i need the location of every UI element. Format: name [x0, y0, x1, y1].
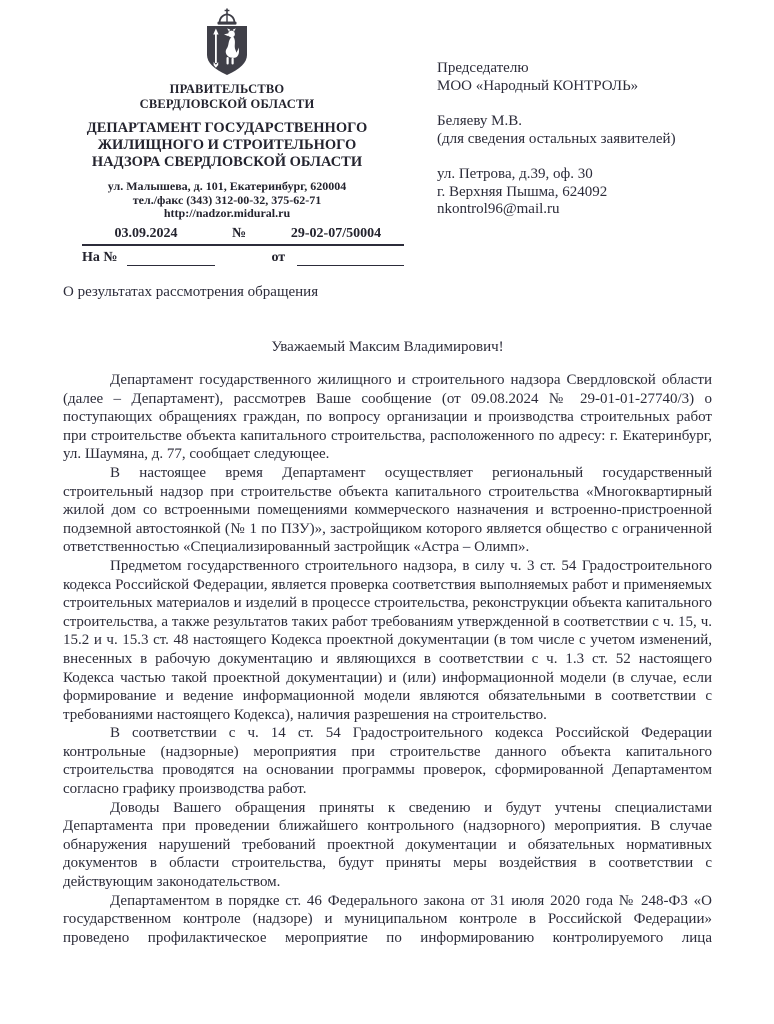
body-paragraph: Предметом государственного строительного надзора, в силу ч. 3 ст. 54 Градостроительного кодекса Российской Федерации, является проверка соответствия выполняемых работ и применяемых строительных материалов и изделий в процессе строительства, реконструкции объекта капитального строительства, а также результатов таких работ требованиям утвержденной в соответствии с ч. 15, ч. 15.2 и ч. 15.3 ст. 48 настоящего Кодекса проектной документации (в том числе с учетом изменений, внесенных в рабочую документацию и являющихся в соответствии с ч. 1.3 ст. 52 настоящего Кодекса частью такой проектной документации) и (или) информационной модели (в случае, если формирование и ведение информационной модели являются обязательными в соответствии с требованиями настоящего Кодекса), наличия разрешения на строительство. [63, 557, 712, 723]
department-line-3: НАДЗОРА СВЕРДЛОВСКОЙ ОБЛАСТИ [91, 154, 363, 170]
recipient-organization-group [437, 60, 737, 95]
recipient-position: Председателю [437, 60, 529, 76]
org-phone-fax: тел./факс (343) 312-00-32, 375-62-71 [132, 192, 322, 207]
recipient-note: (для сведения остальных заявителей) [437, 130, 676, 147]
recipient-block [437, 60, 737, 219]
reference-block [82, 226, 404, 266]
outgoing-number: 29-02-07/50004 [290, 226, 382, 241]
government-title [62, 82, 392, 112]
body-paragraph: Доводы Вашего обращения приняты к сведению и будут учтены специалистами Департамента при проведении ближайшего контрольного (надзорного) мероприятия. В случае обнаружения нарушений требований проектной документации и обязательных нормативных документов в области строительства, будут приняты меры воздействия в соответствии с действующим законодательством. [63, 799, 712, 891]
coat-of-arms-icon [200, 8, 254, 78]
recipient-organization: МОО «Народный КОНТРОЛЬ» [437, 77, 639, 94]
outgoing-reference-row [82, 226, 404, 246]
recipient-person-group [437, 113, 737, 148]
incoming-reference-row [82, 248, 404, 266]
government-line-1: ПРАВИТЕЛЬСТВО [169, 82, 285, 96]
number-sign: № [231, 226, 247, 241]
incoming-number-blank [127, 250, 215, 266]
department-line-2: ЖИЛИЩНОГО И СТРОИТЕЛЬНОГО [97, 137, 357, 153]
recipient-address-city: г. Верхняя Пышма, 624092 [437, 183, 608, 200]
outgoing-date: 03.09.2024 [114, 226, 178, 241]
contact-info [62, 180, 392, 221]
letter-body [63, 371, 712, 947]
body-paragraph: В настоящее время Департамент осуществляет региональный государственный строительный надзор при строительстве объекта капитального строительства «Многоквартирный жилой дом со встроенными помещениями коммерческого назначения и встроенно-пристроенной подземной автостоянкой (№ 1 по ПЗУ)», застройщиком которого является общество с ограниченной ответственностью «Специализированный застройщик «Астра – Олимп». [63, 464, 712, 556]
government-line-2: СВЕРДЛОВСКОЙ ОБЛАСТИ [139, 97, 315, 111]
recipient-address-group [437, 166, 737, 219]
letterhead [62, 8, 392, 221]
incoming-number-label: На № [82, 250, 118, 265]
incoming-date-label: от [271, 250, 286, 265]
department-line-1: ДЕПАРТАМЕНТ ГОСУДАРСТВЕННОГО [86, 120, 368, 136]
subject-line: О результатах рассмотрения обращения [63, 284, 319, 300]
body-paragraph: Департаментом в порядке ст. 46 Федерального закона от 31 июля 2020 года № 248-ФЗ «О государственном контроле (надзоре) и муниципальном контроле в Российской Федерации» проведено профилактическое мероприятие по информированию контролируемого лица [63, 892, 712, 946]
recipient-email: nkontrol96@mail.ru [437, 201, 560, 217]
salutation: Уважаемый Максим Владимирович! [271, 339, 504, 355]
recipient-address-street: ул. Петрова, д.39, оф. 30 [437, 166, 593, 182]
body-paragraph: Департамент государственного жилищного и строительного надзора Свердловской области (далее – Департамент), рассмотрев Ваше сообщение (от 09.08.2024 № 29-01-01-27740/3) о поступающих обращениях граждан, по вопросу организации и производства строительных работ при строительстве объекта капитального строительства, расположенного по адресу: г. Екатеринбург, ул. Шаумяна, д. 77, сообщает следующее. [63, 372, 712, 463]
body-paragraph: В соответствии с ч. 14 ст. 54 Градостроительного кодекса Российской Федерации контрольные (надзорные) мероприятия при строительстве данного объекта капитального строительства проводятся на основании программы проверок, сформированной Департаментом согласно графику производства работ. [63, 725, 712, 798]
org-address: ул. Малышева, д. 101, Екатеринбург, 620004 [107, 179, 347, 193]
department-title [62, 120, 392, 171]
org-website: http://nadzor.midural.ru [163, 206, 291, 220]
recipient-name: Беляеву М.В. [437, 113, 522, 129]
incoming-date-blank [297, 250, 404, 266]
